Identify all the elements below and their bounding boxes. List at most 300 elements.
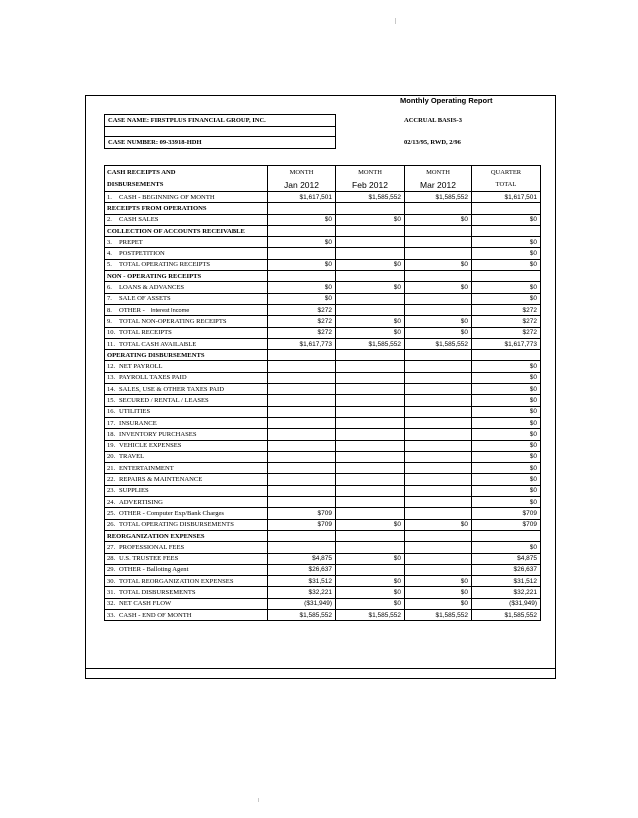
line-label xyxy=(105,248,268,259)
month-value-cell: $0 xyxy=(405,598,472,609)
month-value-cell: $0 xyxy=(336,576,405,587)
month-value-cell xyxy=(405,406,472,417)
month-value-cell xyxy=(336,497,405,508)
line-text: SECURED / RENTAL / LEASES xyxy=(119,396,209,404)
month-value-cell xyxy=(405,293,472,304)
line-number: 3. xyxy=(107,238,112,246)
line-text: OTHER - Computer Exp/Bank Charges xyxy=(119,509,224,517)
line-text: PREPET xyxy=(119,238,143,246)
month-value-cell: $0 xyxy=(268,237,336,248)
line-number: 2. xyxy=(107,216,112,224)
table-row xyxy=(105,576,541,587)
line-number: 7. xyxy=(107,295,112,303)
month-value-cell xyxy=(405,474,472,485)
line-number: 14. xyxy=(107,385,116,393)
cash-receipts-table xyxy=(104,165,541,621)
month-value-cell xyxy=(336,304,405,315)
table-row xyxy=(105,474,541,485)
quarter-total-cell: $0 xyxy=(472,395,541,406)
line-number: 19. xyxy=(107,442,116,450)
month-value-cell xyxy=(336,485,405,496)
table-row xyxy=(105,587,541,598)
month-value-cell: $1,585,552 xyxy=(405,609,472,620)
month-value-cell xyxy=(405,451,472,462)
quarter-total-cell: $0 xyxy=(472,293,541,304)
quarter-total-cell: $0 xyxy=(472,497,541,508)
month-value-cell: $0 xyxy=(405,316,472,327)
month-value-cell: $0 xyxy=(405,587,472,598)
line-number: 13. xyxy=(107,374,116,382)
line-number: 10. xyxy=(107,329,116,337)
line-text: PROFESSIONAL FEES xyxy=(119,543,185,551)
line-text: OTHER - Balloting Agent xyxy=(119,566,189,574)
month-value-cell xyxy=(405,440,472,451)
section-row xyxy=(105,530,541,541)
table-row xyxy=(105,384,541,395)
line-label xyxy=(105,587,268,598)
line-number: 30. xyxy=(107,577,116,585)
line-number: 24. xyxy=(107,498,116,506)
line-number: 26. xyxy=(107,521,116,529)
line-text: SUPPLIES xyxy=(119,487,149,495)
table-row xyxy=(105,304,541,315)
month-value-cell: $0 xyxy=(268,293,336,304)
line-text: CASH SALES xyxy=(119,216,159,224)
line-text: PAYROLL TAXES PAID xyxy=(119,374,187,382)
table-row xyxy=(105,248,541,259)
line-text: CASH - BEGINNING OF MONTH xyxy=(119,193,215,201)
line-label xyxy=(105,372,268,383)
empty-cell xyxy=(336,271,405,282)
month-value-cell xyxy=(268,406,336,417)
line-number: 23. xyxy=(107,487,116,495)
section-row xyxy=(105,271,541,282)
accrual-basis: ACCRUAL BASIS-3 xyxy=(404,117,462,124)
month-value-cell: $1,617,501 xyxy=(268,192,336,203)
line-text: TRAVEL xyxy=(119,453,145,461)
line-label xyxy=(105,463,268,474)
month-value-cell: $0 xyxy=(336,587,405,598)
month-value-cell: $272 xyxy=(268,327,336,338)
line-text: LOANS & ADVANCES xyxy=(119,284,185,292)
line-label xyxy=(105,508,268,519)
line-label xyxy=(105,417,268,428)
line-label xyxy=(105,406,268,417)
quarter-total-cell: $0 xyxy=(472,248,541,259)
month-value-cell xyxy=(405,564,472,575)
quarter-total-cell: $0 xyxy=(472,485,541,496)
line-text: NET CASH FLOW xyxy=(119,600,172,608)
month-value-cell: $0 xyxy=(336,282,405,293)
month-value-cell xyxy=(336,395,405,406)
month-value-cell xyxy=(405,372,472,383)
line-number: 9. xyxy=(107,317,112,325)
month-value-cell xyxy=(268,417,336,428)
line-label xyxy=(105,429,268,440)
line-number: 29. xyxy=(107,566,116,574)
line-number: 33. xyxy=(107,611,116,619)
month-value-cell xyxy=(336,293,405,304)
empty-cell xyxy=(472,350,541,361)
line-number: 28. xyxy=(107,555,116,563)
line-label xyxy=(105,316,268,327)
quarter-label: QUARTER xyxy=(472,166,541,179)
line-number: 22. xyxy=(107,476,116,484)
month-value-cell: $0 xyxy=(268,214,336,225)
month-value-cell xyxy=(268,395,336,406)
month-value-cell: $0 xyxy=(336,259,405,270)
line-label xyxy=(105,542,268,553)
month-value-cell: $272 xyxy=(268,304,336,315)
month-value-cell xyxy=(405,417,472,428)
month-value-cell xyxy=(405,248,472,259)
month-value-cell xyxy=(268,248,336,259)
month-value-cell: $0 xyxy=(405,214,472,225)
line-label xyxy=(105,327,268,338)
table-row xyxy=(105,609,541,620)
empty-cell xyxy=(336,350,405,361)
month-value-cell xyxy=(336,451,405,462)
line-text: REPAIRS & MAINTENANCE xyxy=(119,476,203,484)
line-label xyxy=(105,553,268,564)
month-value-cell: $0 xyxy=(336,519,405,530)
line-label xyxy=(105,259,268,270)
month-value-cell: $0 xyxy=(268,259,336,270)
month-value-cell xyxy=(405,361,472,372)
empty-cell xyxy=(405,271,472,282)
month-value-cell: $272 xyxy=(268,316,336,327)
table-row xyxy=(105,564,541,575)
line-label xyxy=(105,564,268,575)
month-value-cell xyxy=(268,384,336,395)
line-text: TOTAL DISBURSEMENTS xyxy=(119,589,196,597)
quarter-total-cell: $0 xyxy=(472,406,541,417)
month-value-cell xyxy=(268,372,336,383)
header-cell: CASH RECEIPTS AND xyxy=(105,166,268,179)
month-value-cell xyxy=(405,237,472,248)
report-footer-box xyxy=(85,668,556,679)
empty-cell xyxy=(405,225,472,236)
month-value-cell xyxy=(336,372,405,383)
month-value-cell xyxy=(268,485,336,496)
month-label: MONTH xyxy=(268,166,336,179)
table-row xyxy=(105,440,541,451)
empty-cell xyxy=(268,271,336,282)
month-value-cell xyxy=(268,361,336,372)
month-value-cell xyxy=(336,384,405,395)
line-text: OTHER - xyxy=(119,306,145,314)
section-label: NON - OPERATING RECEIPTS xyxy=(105,271,268,282)
table-row xyxy=(105,395,541,406)
total-label: TOTAL xyxy=(472,179,541,192)
line-number: 31. xyxy=(107,589,116,597)
month-value-cell xyxy=(336,474,405,485)
line-text: ADVERTISING xyxy=(119,498,163,506)
month-value-cell: $0 xyxy=(336,553,405,564)
month-value-cell xyxy=(336,508,405,519)
empty-cell xyxy=(268,350,336,361)
month-value-cell: $1,617,773 xyxy=(268,338,336,349)
month-value-cell: $1,585,552 xyxy=(336,338,405,349)
empty-cell xyxy=(405,203,472,214)
empty-cell xyxy=(336,225,405,236)
line-text: TOTAL OPERATING RECEIPTS xyxy=(119,261,211,269)
basis-note: 02/13/95, RWD, 2/96 xyxy=(404,139,461,146)
month-value-cell xyxy=(268,497,336,508)
table-row xyxy=(105,361,541,372)
month-value-cell xyxy=(268,440,336,451)
header-cell: DISBURSEMENTS xyxy=(105,179,268,192)
month-value-cell xyxy=(405,395,472,406)
month-value-cell xyxy=(405,542,472,553)
line-label xyxy=(105,598,268,609)
quarter-total-cell: $0 xyxy=(472,451,541,462)
quarter-total-cell: $0 xyxy=(472,214,541,225)
month-value-cell: $0 xyxy=(336,214,405,225)
month-label: MONTH xyxy=(405,166,472,179)
header-row-2 xyxy=(105,179,541,192)
quarter-total-cell: $0 xyxy=(472,440,541,451)
line-text: VEHICLE EXPENSES xyxy=(119,442,182,450)
month-value-cell xyxy=(268,429,336,440)
month-value-cell: $0 xyxy=(405,282,472,293)
month-value: Mar 2012 xyxy=(405,179,472,192)
line-label xyxy=(105,497,268,508)
line-number: 25. xyxy=(107,509,116,517)
table-row xyxy=(105,451,541,462)
quarter-total-cell: $4,875 xyxy=(472,553,541,564)
line-label xyxy=(105,384,268,395)
quarter-total-cell: ($31,949) xyxy=(472,598,541,609)
line-label xyxy=(105,395,268,406)
empty-cell xyxy=(336,530,405,541)
table-row xyxy=(105,429,541,440)
line-text: TOTAL OPERATING DISBURSEMENTS xyxy=(119,521,234,529)
month-value-cell xyxy=(336,463,405,474)
report-title: Monthly Operating Report xyxy=(400,96,493,105)
scan-mark xyxy=(258,798,259,802)
quarter-total-cell: $1,617,501 xyxy=(472,192,541,203)
month-value-cell xyxy=(336,542,405,553)
line-label xyxy=(105,440,268,451)
section-label: RECEIPTS FROM OPERATIONS xyxy=(105,203,268,214)
line-text: ENTERTAINMENT xyxy=(119,464,174,472)
line-number: 27. xyxy=(107,543,116,551)
quarter-total-cell: $0 xyxy=(472,542,541,553)
quarter-total-cell: $32,221 xyxy=(472,587,541,598)
table-row xyxy=(105,327,541,338)
month-value: Feb 2012 xyxy=(336,179,405,192)
line-label xyxy=(105,282,268,293)
month-value-cell: $0 xyxy=(405,259,472,270)
table-row xyxy=(105,497,541,508)
month-value-cell: $0 xyxy=(405,519,472,530)
quarter-total-cell: $0 xyxy=(472,384,541,395)
empty-cell xyxy=(268,530,336,541)
month-value-cell xyxy=(405,429,472,440)
case-name: CASE NAME: FIRSTPLUS FINANCIAL GROUP, INC. xyxy=(108,117,266,124)
table-row xyxy=(105,485,541,496)
month-value-cell xyxy=(336,429,405,440)
month-value-cell: $0 xyxy=(405,576,472,587)
line-label xyxy=(105,474,268,485)
month-value-cell: $1,585,552 xyxy=(336,192,405,203)
line-label xyxy=(105,519,268,530)
table-row xyxy=(105,508,541,519)
line-number: 20. xyxy=(107,453,116,461)
quarter-total-cell: $0 xyxy=(472,282,541,293)
month-value-cell xyxy=(268,451,336,462)
table-row xyxy=(105,214,541,225)
table-row xyxy=(105,237,541,248)
month-value-cell: $0 xyxy=(336,316,405,327)
month-value-cell xyxy=(336,564,405,575)
line-text: INVENTORY PURCHASES xyxy=(119,430,197,438)
month-value-cell xyxy=(405,304,472,315)
month-value-cell xyxy=(405,485,472,496)
month-value-cell: $32,221 xyxy=(268,587,336,598)
quarter-total-cell: $0 xyxy=(472,463,541,474)
section-label: COLLECTION OF ACCOUNTS RECEIVABLE xyxy=(105,225,268,236)
line-label xyxy=(105,361,268,372)
header-row-1 xyxy=(105,166,541,179)
month-value: Jan 2012 xyxy=(268,179,336,192)
table-row xyxy=(105,463,541,474)
line-label xyxy=(105,576,268,587)
quarter-total-cell: $0 xyxy=(472,429,541,440)
month-value-cell: $0 xyxy=(336,327,405,338)
month-value-cell xyxy=(405,508,472,519)
table-row xyxy=(105,553,541,564)
line-number: 18. xyxy=(107,430,116,438)
empty-cell xyxy=(336,203,405,214)
line-label xyxy=(105,609,268,620)
line-label xyxy=(105,304,268,315)
month-value-cell: $26,637 xyxy=(268,564,336,575)
line-text: CASH - END OF MONTH xyxy=(119,611,192,619)
quarter-total-cell: $0 xyxy=(472,474,541,485)
quarter-total-cell: $0 xyxy=(472,417,541,428)
line-number: 1. xyxy=(107,193,112,201)
empty-cell xyxy=(268,203,336,214)
empty-cell xyxy=(472,225,541,236)
month-value-cell xyxy=(336,237,405,248)
line-label xyxy=(105,214,268,225)
line-number: 16. xyxy=(107,408,116,416)
empty-cell xyxy=(472,530,541,541)
quarter-total-cell: $31,512 xyxy=(472,576,541,587)
month-value-cell: $31,512 xyxy=(268,576,336,587)
month-value-cell: $1,585,552 xyxy=(268,609,336,620)
table-row xyxy=(105,282,541,293)
month-value-cell xyxy=(268,474,336,485)
line-text: INSURANCE xyxy=(119,419,157,427)
month-value-cell xyxy=(336,361,405,372)
line-label xyxy=(105,451,268,462)
case-number: CASE NUMBER: 09-33918-HDH xyxy=(108,139,202,146)
line-number: 4. xyxy=(107,250,112,258)
line-detail: Interest Income xyxy=(150,307,190,314)
case-info-box xyxy=(104,114,336,149)
month-value-cell xyxy=(336,440,405,451)
line-number: 8. xyxy=(107,306,112,314)
quarter-total-cell: $272 xyxy=(472,316,541,327)
quarter-total-cell: $1,585,552 xyxy=(472,609,541,620)
quarter-total-cell: $272 xyxy=(472,304,541,315)
table-row xyxy=(105,542,541,553)
divider xyxy=(105,126,335,127)
month-value-cell xyxy=(268,542,336,553)
table-row xyxy=(105,519,541,530)
empty-cell xyxy=(268,225,336,236)
table-row xyxy=(105,406,541,417)
empty-cell xyxy=(405,350,472,361)
line-label xyxy=(105,293,268,304)
quarter-total-cell: $0 xyxy=(472,237,541,248)
line-number: 21. xyxy=(107,464,116,472)
line-text: POSTPETITION xyxy=(119,250,165,258)
table-row xyxy=(105,316,541,327)
month-value-cell xyxy=(405,497,472,508)
month-label: MONTH xyxy=(336,166,405,179)
line-number: 17. xyxy=(107,419,116,427)
quarter-total-cell: $1,617,773 xyxy=(472,338,541,349)
line-number: 11. xyxy=(107,340,115,348)
month-value-cell: $1,585,552 xyxy=(405,192,472,203)
section-row xyxy=(105,225,541,236)
quarter-total-cell: $0 xyxy=(472,372,541,383)
month-value-cell: ($31,949) xyxy=(268,598,336,609)
table-row xyxy=(105,259,541,270)
month-value-cell xyxy=(405,384,472,395)
line-number: 15. xyxy=(107,396,116,404)
quarter-total-cell: $272 xyxy=(472,327,541,338)
line-text: U.S. TRUSTEE FEES xyxy=(119,555,179,563)
month-value-cell xyxy=(405,553,472,564)
line-text: UTILITIES xyxy=(119,408,151,416)
line-number: 5. xyxy=(107,261,112,269)
table-row xyxy=(105,293,541,304)
quarter-total-cell: $26,637 xyxy=(472,564,541,575)
line-number: 6. xyxy=(107,284,112,292)
quarter-total-cell: $709 xyxy=(472,519,541,530)
month-value-cell: $4,875 xyxy=(268,553,336,564)
table-row xyxy=(105,192,541,203)
quarter-total-cell: $709 xyxy=(472,508,541,519)
month-value-cell: $0 xyxy=(336,598,405,609)
line-text: SALES, USE & OTHER TAXES PAID xyxy=(119,385,224,393)
scan-mark xyxy=(395,18,396,24)
month-value-cell xyxy=(405,463,472,474)
month-value-cell: $0 xyxy=(405,327,472,338)
quarter-total-cell: $0 xyxy=(472,259,541,270)
section-row xyxy=(105,203,541,214)
line-label xyxy=(105,338,268,349)
month-value-cell xyxy=(336,417,405,428)
month-value-cell: $0 xyxy=(268,282,336,293)
month-value-cell xyxy=(336,406,405,417)
line-number: 32. xyxy=(107,600,116,608)
section-label: REORGANIZATION EXPENSES xyxy=(105,530,268,541)
table-row xyxy=(105,372,541,383)
line-text: TOTAL RECEIPTS xyxy=(119,329,172,337)
line-label xyxy=(105,485,268,496)
line-text: NET PAYROLL xyxy=(119,363,163,371)
month-value-cell: $1,585,552 xyxy=(336,609,405,620)
month-value-cell: $709 xyxy=(268,519,336,530)
empty-cell xyxy=(472,203,541,214)
table-row xyxy=(105,417,541,428)
